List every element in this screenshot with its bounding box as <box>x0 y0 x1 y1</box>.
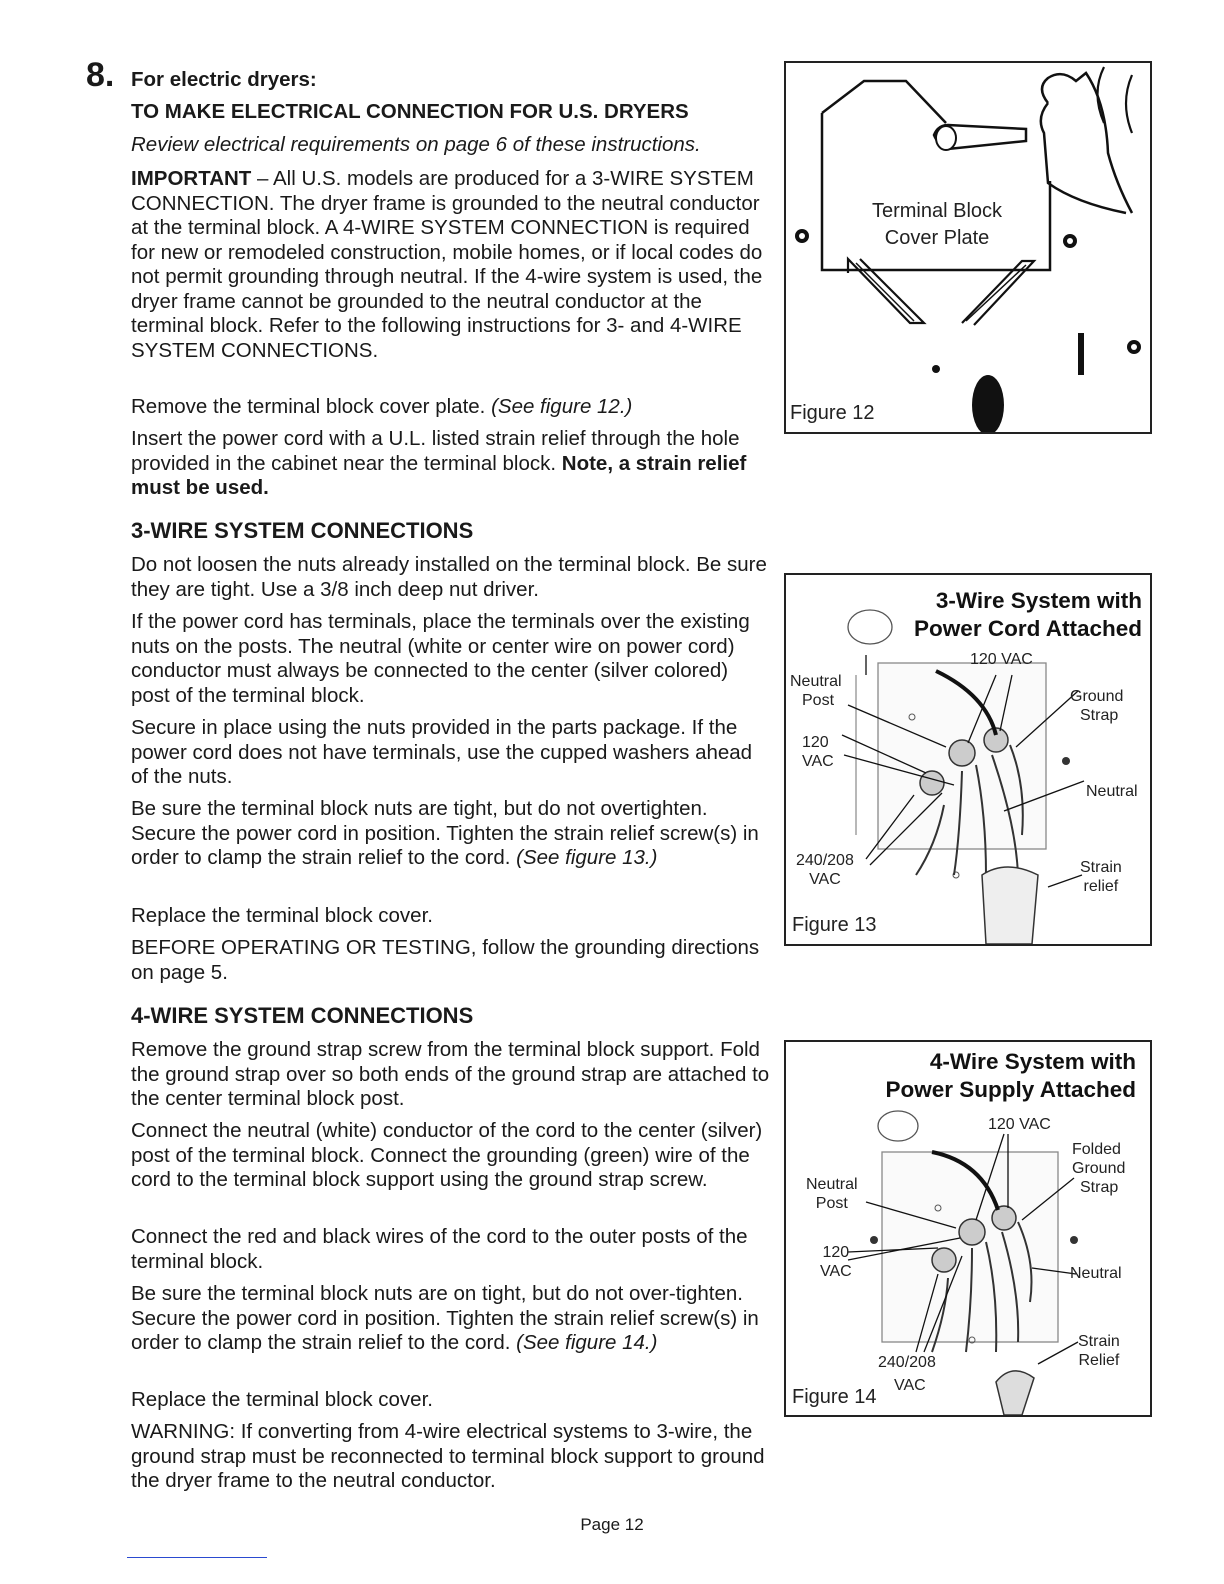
fig14-strain-l2: Relief <box>1078 1352 1120 1369</box>
strain-relief-4w <box>996 1371 1034 1415</box>
figure12-caption: Figure 12 <box>790 402 875 424</box>
three-wire-heading: 3-WIRE SYSTEM CONNECTIONS <box>131 518 474 543</box>
insert-cord-paragraph <box>131 427 771 501</box>
figure12-label-line1: Terminal Block <box>871 200 1003 222</box>
three-wire-p4 <box>131 797 771 871</box>
footer-rule <box>127 1557 267 1558</box>
fig13-ground-l2: Strap <box>1080 707 1119 724</box>
post-left-4w-icon <box>932 1248 956 1272</box>
figure14-caption: Figure 14 <box>792 1386 877 1408</box>
three-wire-p1: Do not loosen the nuts already installed on the terminal block. Be sure they are tight. Use a 3/8 inch deep nut driver. <box>131 553 767 601</box>
fig13-120vac <box>802 733 834 771</box>
fig14-120vac-l2: VAC <box>820 1263 852 1280</box>
fig14-neutral-post <box>806 1175 858 1213</box>
fig13-120vac-l2: VAC <box>802 753 834 770</box>
figure-12 <box>784 61 1152 434</box>
screwdriver-tip <box>936 126 956 150</box>
figure12-ref: (See figure 12.) <box>491 395 633 418</box>
four-wire-p4-text: Be sure the terminal block nuts are on tight, but do not over-tighten. Secure the power cord in position. Tighten the strain relief screw(s) in order to clamp the strain relief to the cord. <box>131 1282 759 1354</box>
figure14-title <box>886 1048 1136 1104</box>
figure-13 <box>784 573 1152 946</box>
fig13-neutral: Neutral <box>1086 783 1138 800</box>
fig13-strain-relief <box>1080 858 1122 896</box>
figure13-title <box>914 587 1142 643</box>
fig13-neutral-post <box>790 672 842 710</box>
remove-cover-text: Remove the terminal block cover plate. <box>131 395 492 418</box>
strain-relief <box>982 867 1038 944</box>
fig13-120vac-top: 120 VAC <box>970 651 1033 668</box>
cover-plate-notch <box>822 81 946 123</box>
insert-cord-text: Insert the power cord with a U.L. listed strain relief through the hole provided in the cabinet near the terminal block. <box>131 427 740 475</box>
figure13-title-line1: 3-Wire System with <box>935 588 1142 613</box>
four-wire-p1: Remove the ground strap screw from the terminal block support. Fold the ground strap over so both ends of the ground strap are attached to the center terminal block post. <box>131 1038 770 1110</box>
fig14-strain-l1: Strain <box>1078 1333 1120 1350</box>
three-wire-p6: BEFORE OPERATING OR TESTING, follow the grounding directions on page 5. <box>131 936 760 984</box>
three-wire-p5: Replace the terminal block cover. <box>131 904 433 927</box>
three-wire-p4-text: Be sure the terminal block nuts are tight, but do not overtighten. Secure the power cord in position. Tighten the strain relief screw(s) in order to clamp the strain relief to the cord. <box>131 797 759 869</box>
figure-14 <box>784 1040 1152 1417</box>
figure13-title-line2: Power Cord Attached <box>914 616 1142 641</box>
post-left-icon <box>920 771 944 795</box>
figure13-ref: (See figure 13.) <box>516 846 658 869</box>
figure14-title-line2: Power Supply Attached <box>885 1077 1136 1102</box>
post-right-4w-icon <box>992 1206 1016 1230</box>
four-wire-p4 <box>131 1282 771 1356</box>
fig13-strain-l1: Strain <box>1080 859 1122 876</box>
fig13-240vac-l2: VAC <box>809 871 841 888</box>
fig14-neutral: Neutral <box>1070 1265 1122 1282</box>
four-wire-p6: WARNING: If converting from 4-wire electrical systems to 3-wire, the ground strap must be reconnected to terminal block support to ground the dryer frame to the neutral conductor. <box>131 1420 765 1492</box>
fig14-240vac-l1: 240/208 <box>878 1354 936 1371</box>
fig13-neutral-post-l2: Post <box>802 692 835 709</box>
tab-bar <box>1078 333 1084 375</box>
page-number: Page 12 <box>580 1515 644 1534</box>
fig14-folded-ground-strap <box>1072 1140 1125 1197</box>
fig14-strain-relief <box>1078 1332 1120 1370</box>
hand-finger-2 <box>1126 75 1132 133</box>
important-label: IMPORTANT <box>131 167 252 190</box>
hand-outline <box>1041 73 1132 213</box>
three-wire-p3: Secure in place using the nuts provided in the parts package. If the power cord does not have terminals, use the cupped washers ahead of the nuts. <box>131 716 753 788</box>
fig14-neutral-post-l2: Post <box>815 1195 848 1212</box>
figure12-label <box>862 198 1012 252</box>
post-center-icon <box>949 740 975 766</box>
step-title: For electric dryers: <box>131 68 317 91</box>
remove-cover-paragraph <box>131 395 771 420</box>
fig14-neutral-post-l1: Neutral <box>806 1176 858 1193</box>
fig14-folded-l1: Folded <box>1072 1141 1121 1158</box>
four-wire-p2: Connect the neutral (white) conductor of the cord to the center (silver) post of the terminal block. Connect the grounding (green) wire of the cord to the terminal block support using the ground strap screw. <box>131 1119 763 1191</box>
important-text: – All U.S. models are produced for a 3-WIRE SYSTEM CONNECTION. The dryer frame is grounded to the neutral conductor at the terminal block. A 4-WIRE SYSTEM CONNECTION is required for new or remodeled construction, mobile homes, or if local codes do not permit grounding through neutral. If the 4-wire system is used, the dryer frame cannot be grounded to the neutral conductor at the terminal block. Refer to the following instructions for 3- and 4-WIRE SYSTEM CONNECTIONS. <box>131 167 763 362</box>
fig14-folded-l2: Ground <box>1072 1160 1126 1177</box>
fig13-240vac-l1: 240/208 <box>796 852 854 869</box>
section-heading: TO MAKE ELECTRICAL CONNECTION FOR U.S. DRYERS <box>131 100 689 123</box>
post-center-4w-icon <box>959 1219 985 1245</box>
fig13-ground-strap <box>1070 687 1123 725</box>
fig13-neutral-post-l1: Neutral <box>790 673 842 690</box>
four-wire-heading: 4-WIRE SYSTEM CONNECTIONS <box>131 1003 474 1028</box>
fig14-folded-l3: Strap <box>1080 1179 1119 1196</box>
fig14-120vac-l1: 120 <box>822 1244 850 1261</box>
fig13-120vac-l1: 120 <box>802 734 829 751</box>
grommet-hole <box>972 375 1004 432</box>
fig14-240vac-l2: VAC <box>894 1377 926 1394</box>
review-note: Review electrical requirements on page 6 of these instructions. <box>131 133 701 156</box>
important-paragraph <box>131 167 771 363</box>
step-number: 8. <box>86 56 115 94</box>
figure13-caption: Figure 13 <box>792 914 877 936</box>
figure14-title-line1: 4-Wire System with <box>929 1049 1136 1074</box>
four-wire-p5: Replace the terminal block cover. <box>131 1388 433 1411</box>
fig14-120vac-top: 120 VAC <box>988 1116 1051 1133</box>
fig14-120vac <box>820 1243 852 1281</box>
three-wire-p2: If the power cord has terminals, place the terminals over the existing nuts on the posts. The neutral (white or center wire on power cord) conductor must always be connected to the center (silver colored) post of the terminal block. <box>131 610 750 707</box>
figure14-ref: (See figure 14.) <box>516 1331 658 1354</box>
fig13-strain-l2: relief <box>1083 878 1119 895</box>
strain-relief-note: Note, a strain relief must be used. <box>131 451 747 499</box>
fig13-ground-l1: Ground <box>1070 688 1124 705</box>
four-wire-p3: Connect the red and black wires of the cord to the outer posts of the terminal block. <box>131 1225 748 1273</box>
fig13-240vac <box>796 851 854 889</box>
figure12-label-line2: Cover Plate <box>884 227 990 249</box>
